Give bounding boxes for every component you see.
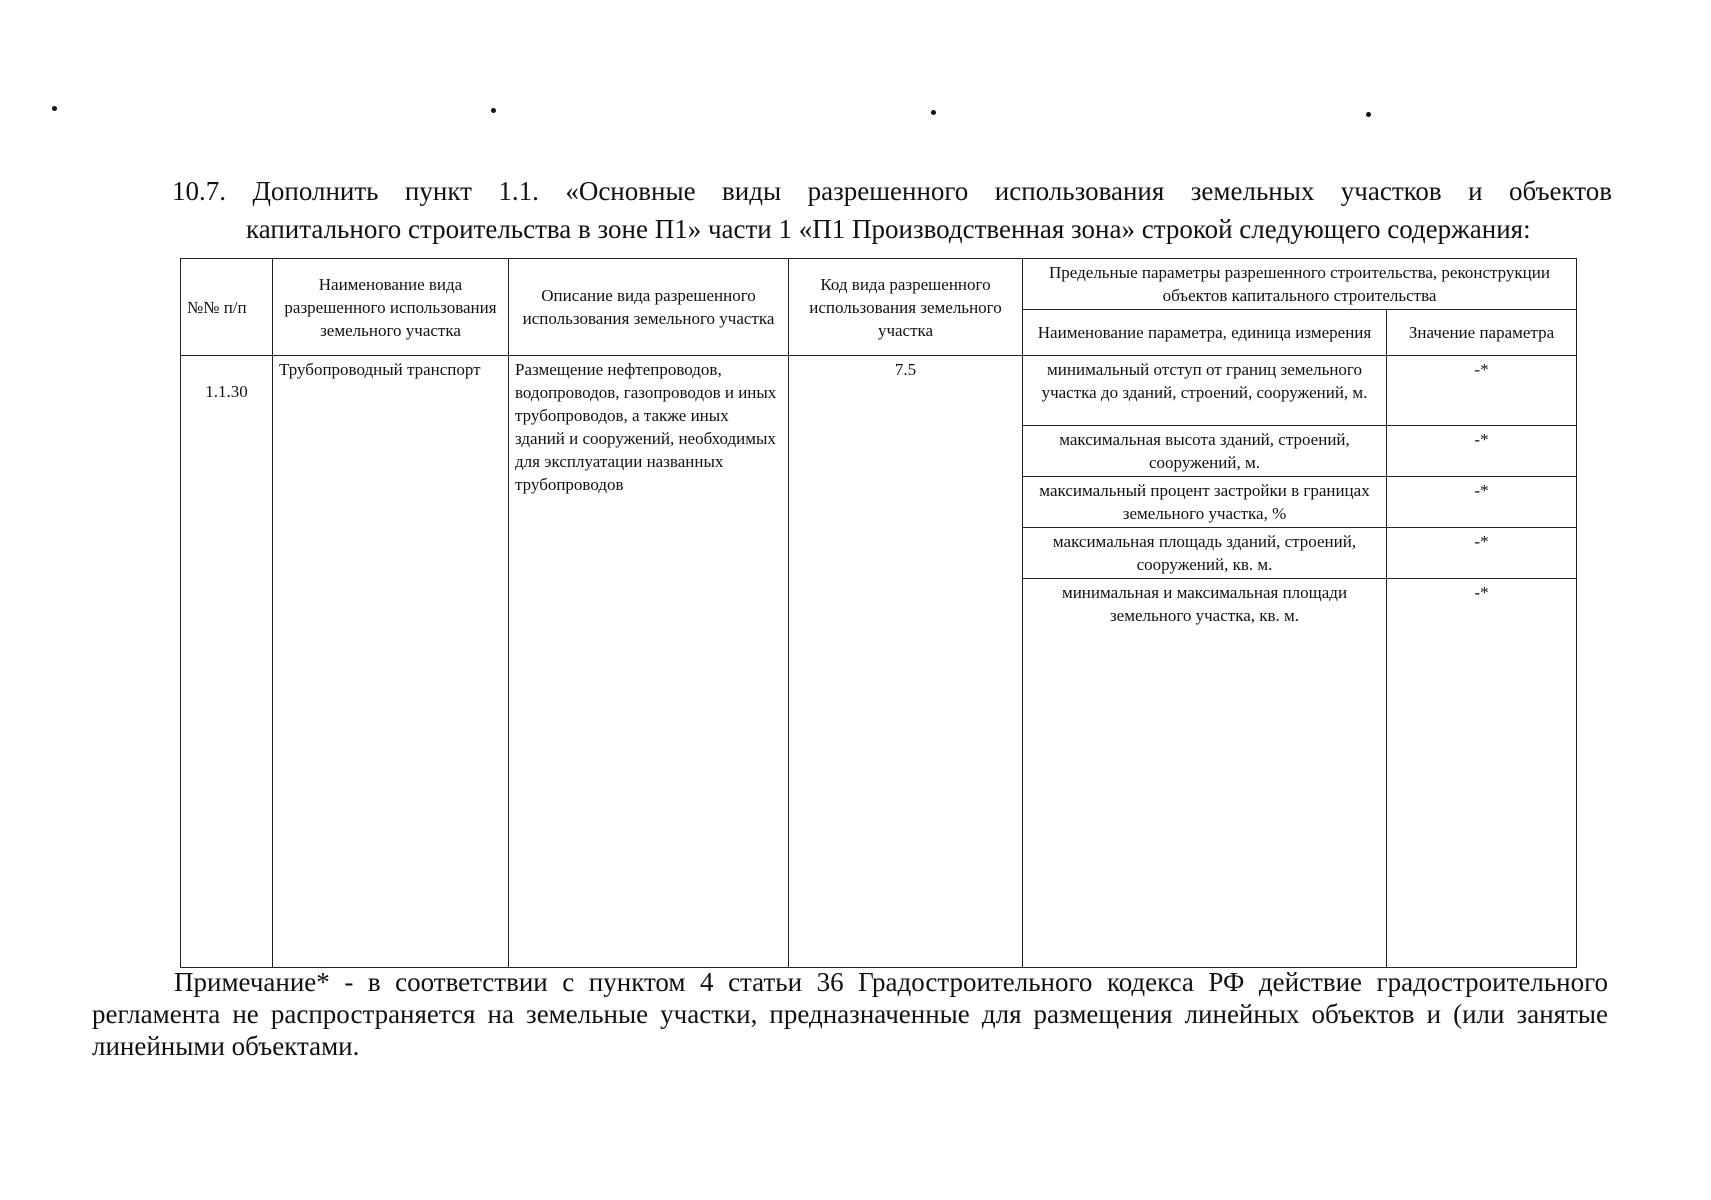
row-description: Размещение нефтепроводов, водопроводов, газопроводов и иных трубопроводов, а также иных зданий и сооружений, необходимых для эксплуатации названных трубопроводов (509, 356, 789, 968)
heading-line-2: капитального строительства в зоне П1» части 1 «П1 Производственная зона» строкой следующего содержания: (246, 214, 1531, 244)
row-code: 7.5 (789, 356, 1023, 968)
param-value: -* (1387, 426, 1577, 477)
amendment-heading (172, 172, 1612, 248)
land-use-table (180, 258, 1577, 968)
heading-line-1: 10.7. Дополнить пункт 1.1. «Основные виды разрешенного использования земельных участков и объектов (172, 176, 1612, 206)
row-num: 1.1.30 (181, 356, 273, 968)
param-name: минимальная и максимальная площади земельного участка, кв. м. (1023, 579, 1387, 630)
header-description: Описание вида разрешенного использования земельного участка (509, 259, 789, 356)
scan-mark-dot (52, 106, 57, 111)
param-value: -* (1387, 528, 1577, 579)
footnote-note: Примечание* - в соответствии с пунктом 4 статьи 36 Градостроительного кодекса РФ действие градостроительного регламента не распространяется на земельные участки, предназначенные для размещения линейных объектов и (или занятые линейными объектами. (92, 967, 1608, 1061)
table-row (181, 356, 1577, 426)
header-limits: Предельные параметры разрешенного строительства, реконструкции объектов капитального строительства (1023, 259, 1577, 310)
table-header-row (181, 259, 1577, 310)
scan-mark-dot (491, 108, 496, 113)
param-name: максимальная площадь зданий, строений, сооружений, кв. м. (1023, 528, 1387, 579)
param-name: минимальный отступ от границ земельного участка до зданий, строений, сооружений, м. (1023, 356, 1387, 426)
row-name: Трубопроводный транспорт (273, 356, 509, 968)
header-num: №№ п/п (181, 259, 273, 356)
empty-cell (1387, 629, 1577, 968)
param-value: -* (1387, 477, 1577, 528)
param-name: максимальный процент застройки в границах земельного участка, % (1023, 477, 1387, 528)
param-value: -* (1387, 356, 1577, 426)
scan-mark-dot (931, 110, 936, 115)
header-param-value: Значение параметра (1387, 310, 1577, 356)
scan-mark-dot (1366, 112, 1371, 117)
param-value: -* (1387, 579, 1577, 630)
param-name: максимальная высота зданий, строений, сооружений, м. (1023, 426, 1387, 477)
header-code: Код вида разрешенного использования земельного участка (789, 259, 1023, 356)
header-name: Наименование вида разрешенного использования земельного участка (273, 259, 509, 356)
empty-cell (1023, 629, 1387, 968)
header-param-name: Наименование параметра, единица измерения (1023, 310, 1387, 356)
